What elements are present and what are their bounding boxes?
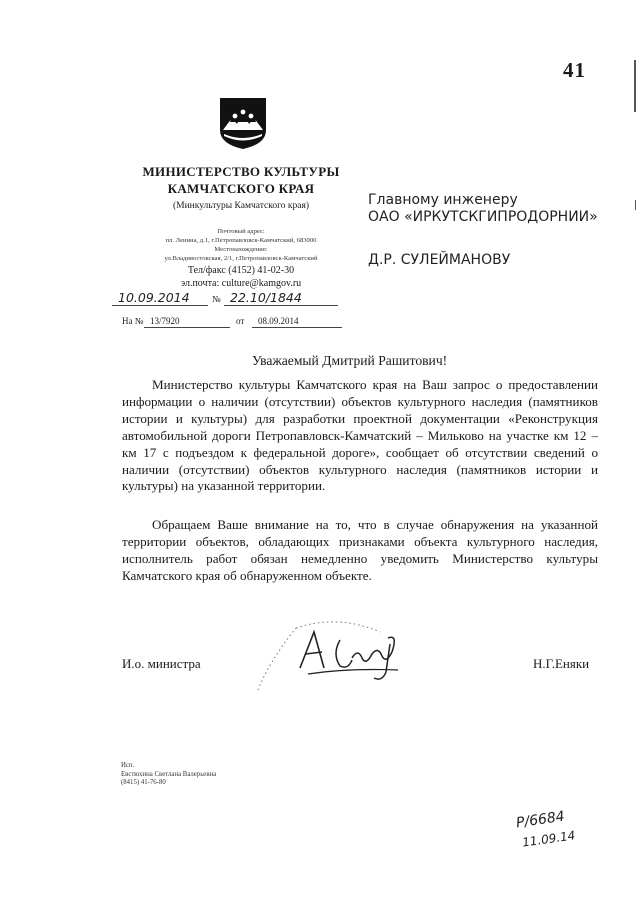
page-edge-mark <box>634 60 636 112</box>
email: эл.почта: culture@kamgov.ru <box>180 278 302 289</box>
body-paragraph: Министерство культуры Камчатского края на Ваш запрос о предоставлении информации о наличии (отсутствии) объектов культурного наследия (памятников истории и культуры) для разработки проектной документации «Реконструкция автомобильной дороги Петропавловск-Камчатский – Мильково на участке км 12 – км 17 с подъездом к федеральной дороге», сообщает об отсутствии сведений о наличии (отсутствии) объектов культурного наследия (памятников истории и культуры) на указанной территории. <box>122 377 598 494</box>
page-edge-mark <box>635 200 636 210</box>
address-line: Почтовый адрес: <box>217 228 265 235</box>
page-number: 41 <box>563 58 586 82</box>
ref-date-line <box>252 327 342 328</box>
ref-date: 08.09.2014 <box>258 316 299 326</box>
ref-number: 13/7920 <box>150 316 180 326</box>
address-line: ул.Владивостокская, 2/1, г.Петропавловск-Камчатский <box>164 255 318 262</box>
kamchatka-emblem-icon <box>218 96 268 150</box>
ministry-name-line1: МИНИСТЕРСТВО КУЛЬТУРЫ <box>142 164 340 179</box>
signer-name: Н.Г.Еняки <box>533 656 590 671</box>
recipient-position: Главному инженеру <box>368 192 518 208</box>
ministry-short-name: (Минкультуры Камчатского края) <box>172 201 310 211</box>
recipient-name: Д.Р. СУЛЕЙМАНОВУ <box>368 252 511 268</box>
handwritten-signature-icon <box>248 608 418 703</box>
address-line: пл. Ленина, д.1, г.Петропавловск-Камчатский, 683000 <box>165 237 317 244</box>
reg-no-line <box>224 305 338 306</box>
incoming-date-handwritten: 11.09.14 <box>521 828 577 850</box>
letter-body <box>122 377 598 495</box>
letter-body <box>122 517 598 585</box>
address-line: Местонахождение: <box>214 246 268 253</box>
incoming-registration-note <box>512 808 597 860</box>
ministry-name-line2: КАМЧАТСКОГО КРАЯ <box>167 181 315 196</box>
reg-no-handwritten: 22.10/1844 <box>230 290 302 305</box>
executor-name: Евстюхина Светлана Валерьевна <box>121 770 217 778</box>
tel-fax: Тел/факс (4152) 41-02-30 <box>187 265 295 276</box>
incoming-number-handwritten: Р/6684 <box>515 808 566 832</box>
executor-phone: (8415) 41-76-80 <box>121 779 166 787</box>
salutation: Уважаемый Дмитрий Рашитович! <box>252 353 448 368</box>
reg-no-label: № <box>212 294 221 304</box>
reg-date-handwritten: 10.09.2014 <box>118 290 190 305</box>
ref-from-label: от <box>236 316 245 326</box>
body-paragraph: Обращаем Ваше внимание на то, что в случае обнаружения на указанной территории объектов, обладающих признаками объекта культурного наследия, исполнитель работ обязан немедленно уведомить Министерство культуры Камчатского края об обнаруженном объекте. <box>122 517 598 583</box>
reg-date-line <box>112 305 208 306</box>
executor-label: Исп. <box>121 762 135 769</box>
ref-no-line <box>144 327 230 328</box>
executor-block <box>121 762 216 788</box>
signer-position: И.о. министра <box>122 656 201 671</box>
recipient-organization: ОАО «ИРКУТСКГИПРОДОРНИИ» <box>368 209 598 225</box>
ref-label: На № <box>122 316 144 326</box>
